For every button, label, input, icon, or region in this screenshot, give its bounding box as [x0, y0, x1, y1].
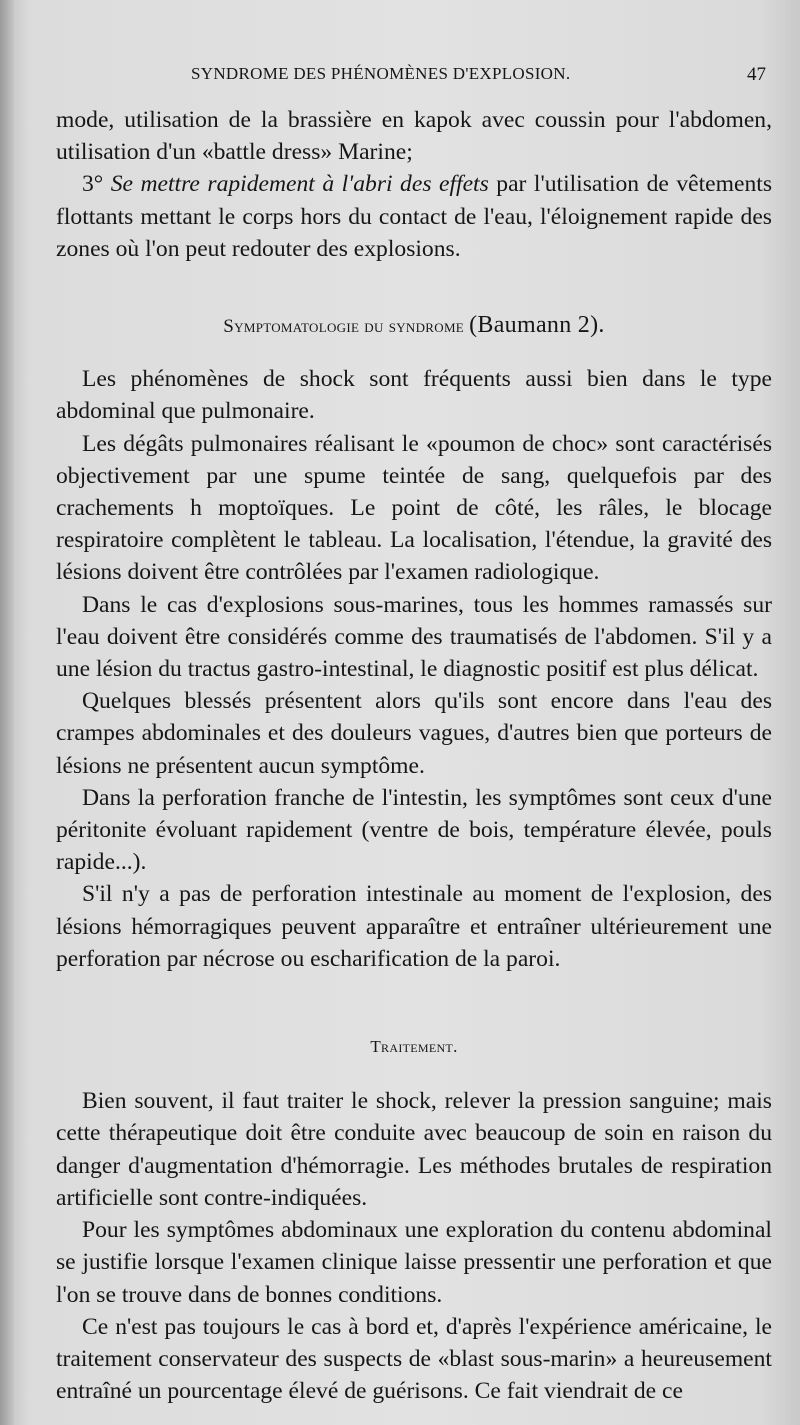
paragraph-continuation: mode, utilisation de la brassière en kapok avec coussin pour l'abdomen, utilisation d'un «battle dress» Marine;	[56, 107, 772, 166]
section-heading-symptomatologie	[56, 309, 772, 343]
paragraph: Dans la perforation franche de l'intestin, les symptômes sont ceux d'une péritonite évoluant rapidement (ventre de bois, température élevée, pouls rapide...).	[56, 784, 772, 876]
paragraph: Dans le cas d'explosions sous-marines, tous les hommes ramassés sur l'eau doivent être considérés comme des traumatisés de l'abdomen. S'il y a une lésion du tractus gastro-intestinal, le diagnostic positif est plus délicat.	[56, 591, 772, 683]
paragraph: Pour les symptômes abdominaux une exploration du contenu abdominal se justifie lorsque l'examen clinique laisse pressentir une perforation et que l'on se trouve dans de bonnes conditions.	[56, 1217, 772, 1308]
page-header	[56, 64, 772, 96]
list-item-emphasis: Se mettre rapidement à l'abri des effets	[110, 171, 489, 198]
running-title: SYNDROME DES PHÉNOMÈNES D'EXPLOSION.	[191, 64, 571, 83]
page-number: 47	[747, 64, 766, 85]
paragraph: Bien souvent, il faut traiter le shock, relever la pression sanguine; mais cette thérapeutique doit être conduite avec beaucoup de soin en raison du danger d'augmentation d'hémorragie. Les méthodes brutales de respiration artificielle sont contre-indiquées.	[56, 1088, 772, 1211]
paragraph: Ce n'est pas toujours le cas à bord et, d'après l'expérience américaine, le traitement conservateur des suspects de «blast sous-marin» a heureusement entraîné un pourcentage élevé de guérisons. Ce fait viendrait de ce	[56, 1313, 772, 1405]
page-binding-edge	[0, 0, 14, 1425]
list-item-text: par l'utilisation de vêtements flottants mettant le corps hors du contact de l'eau, l'éloignement rapide des zones où l'on peut redouter des explosions.	[56, 171, 772, 262]
paragraph: Les phénomènes de shock sont fréquents aussi bien dans le type abdominal que pulmonaire.	[56, 366, 772, 425]
paragraph: Quelques blessés présentent alors qu'ils sont encore dans l'eau des crampes abdominales et des douleurs vagues, d'autres bien que porteurs de lésions ne présentent aucun symptôme.	[56, 688, 772, 779]
section-heading-reference: (Baumann 2).	[469, 312, 605, 339]
body-text	[56, 104, 772, 1407]
section-heading-text: Symptomatologie du syndrome	[223, 316, 465, 338]
paragraph: Les dégâts pulmonaires réalisant le «poumon de choc» sont caractérisés objectivement par une spume teintée de sang, quelquefois par des crachements h moptoïques. Le point de côté, les râles, le blocage respiratoire complètent le tableau. La localisation, l'étendue, la gravité des lésions doivent être contrôlées par l'examen radiologique.	[56, 430, 772, 586]
section-heading-traitement: Traitement.	[370, 1037, 458, 1057]
list-item-number: 3°	[82, 171, 104, 198]
list-item-3	[56, 168, 772, 265]
paragraph: S'il n'y a pas de perforation intestinale au moment de l'explosion, des lésions hémorragiques peuvent apparaître et entraîner ultérieurement une perforation par nécrose ou escharification de la paroi.	[56, 881, 772, 972]
